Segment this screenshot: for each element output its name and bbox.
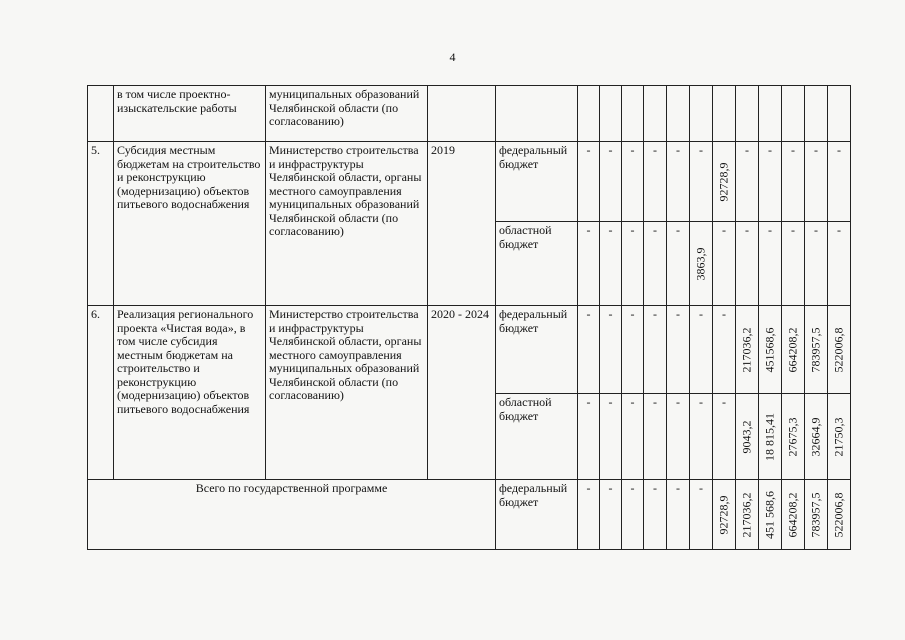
cell-source: федеральный бюджет [496,306,578,394]
cell-dash: - [713,222,736,306]
value-text: 783957,5 [808,492,823,537]
cell-dash: - [667,222,690,306]
cell-dash: - [622,394,644,480]
cell-value [805,480,828,550]
cell-num: 5. [88,142,114,306]
cell-value [736,480,759,550]
cell-value [805,86,828,142]
cell-dash: - [690,306,713,394]
cell-term: 2020 - 2024 [428,306,496,480]
cell-value [578,86,600,142]
cell-source [496,86,578,142]
cell-value [828,306,851,394]
cell-dash: - [667,306,690,394]
budget-table [87,85,851,550]
cell-term: 2019 [428,142,496,306]
cell-dash: - [782,222,805,306]
cell-value [713,142,736,222]
cell-value [782,480,805,550]
cell-dash: - [622,306,644,394]
cell-value [759,86,782,142]
value-text: 92728,9 [716,495,731,534]
cell-executor: муниципальных образований Челябинской области (по согласованию) [266,86,428,142]
cell-dash: - [600,394,622,480]
cell-name: в том числе проектно-изыскательские работы [114,86,266,142]
cell-dash: - [805,142,828,222]
cell-value [759,480,782,550]
cell-dash: - [644,394,667,480]
cell-dash: - [690,142,713,222]
cell-dash: - [713,394,736,480]
cell-dash: - [644,306,667,394]
value-text: 217036,2 [739,327,754,372]
cell-dash: - [600,222,622,306]
cell-dash: - [759,222,782,306]
cell-name: Субсидия местным бюджетам на строительство и реконструкцию (модернизацию) объектов питьевого водоснабжения [114,142,266,306]
cell-value [736,394,759,480]
cell-value [828,86,851,142]
cell-value [667,86,690,142]
cell-dash: - [622,222,644,306]
cell-dash: - [622,142,644,222]
value-text: 18 815,41 [762,412,777,461]
cell-dash: - [667,394,690,480]
cell-dash: - [759,142,782,222]
value-text: 522006,8 [831,327,846,372]
cell-dash: - [644,480,667,550]
cell-dash: - [667,480,690,550]
cell-value [805,306,828,394]
cell-dash: - [828,142,851,222]
cell-source: федеральный бюджет [496,480,578,550]
cell-name: Реализация регионального проекта «Чистая вода», в том числе субсидия местным бюджетам на строительство и реконструкцию (модернизацию) объектов питьевого водоснабжения [114,306,266,480]
cell-value [713,480,736,550]
value-text: 9043,2 [739,420,754,453]
value-text: 3863,9 [693,247,708,280]
value-text: 92728,9 [716,162,731,201]
value-text: 522006,8 [831,492,846,537]
cell-dash: - [667,142,690,222]
cell-value [644,86,667,142]
cell-executor: Министерство строительства и инфраструктуры Челябинской области, органы местного самоуправления муниципальных образований Челябинской области (по согласованию) [266,306,428,480]
table-row-total [88,480,851,550]
value-text: 21750,3 [831,417,846,456]
cell-term [428,86,496,142]
cell-value [690,86,713,142]
cell-dash: - [690,394,713,480]
cell-dash: - [578,480,600,550]
cell-source: федеральный бюджет [496,142,578,222]
cell-value [600,86,622,142]
cell-value [759,306,782,394]
page-number: 4 [449,50,456,64]
table-row-5-federal [88,142,851,222]
value-text: 664208,2 [785,492,800,537]
cell-dash: - [782,142,805,222]
cell-dash: - [600,480,622,550]
cell-dash: - [622,480,644,550]
cell-dash: - [713,306,736,394]
cell-value [622,86,644,142]
cell-dash: - [578,394,600,480]
cell-dash: - [644,142,667,222]
cell-num [88,86,114,142]
cell-source: областной бюджет [496,394,578,480]
cell-value [805,394,828,480]
cell-executor: Министерство строительства и инфраструктуры Челябинской области, органы местного самоуправления муниципальных образований Челябинской области (по согласованию) [266,142,428,306]
table-row-continuation [88,86,851,142]
cell-value [736,306,759,394]
cell-value [736,86,759,142]
cell-value [782,306,805,394]
cell-source: областной бюджет [496,222,578,306]
cell-dash: - [736,222,759,306]
cell-dash: - [578,306,600,394]
value-text: 27675,3 [785,417,800,456]
cell-dash: - [578,222,600,306]
value-text: 783957,5 [808,327,823,372]
cell-value [690,222,713,306]
value-text: 664208,2 [785,327,800,372]
cell-value [828,480,851,550]
cell-dash: - [644,222,667,306]
cell-dash: - [805,222,828,306]
cell-value [828,394,851,480]
cell-dash: - [736,142,759,222]
cell-dash: - [578,142,600,222]
cell-value [713,86,736,142]
cell-dash: - [690,480,713,550]
value-text: 217036,2 [739,492,754,537]
table-row-6-federal [88,306,851,394]
cell-value [759,394,782,480]
cell-dash: - [600,142,622,222]
value-text: 32664,9 [808,417,823,456]
value-text: 451 568,6 [762,490,777,539]
cell-value [782,394,805,480]
cell-dash: - [600,306,622,394]
cell-dash: - [828,222,851,306]
cell-num: 6. [88,306,114,480]
total-label: Всего по государственной программе [88,480,496,550]
cell-value [782,86,805,142]
value-text: 451568,6 [762,327,777,372]
